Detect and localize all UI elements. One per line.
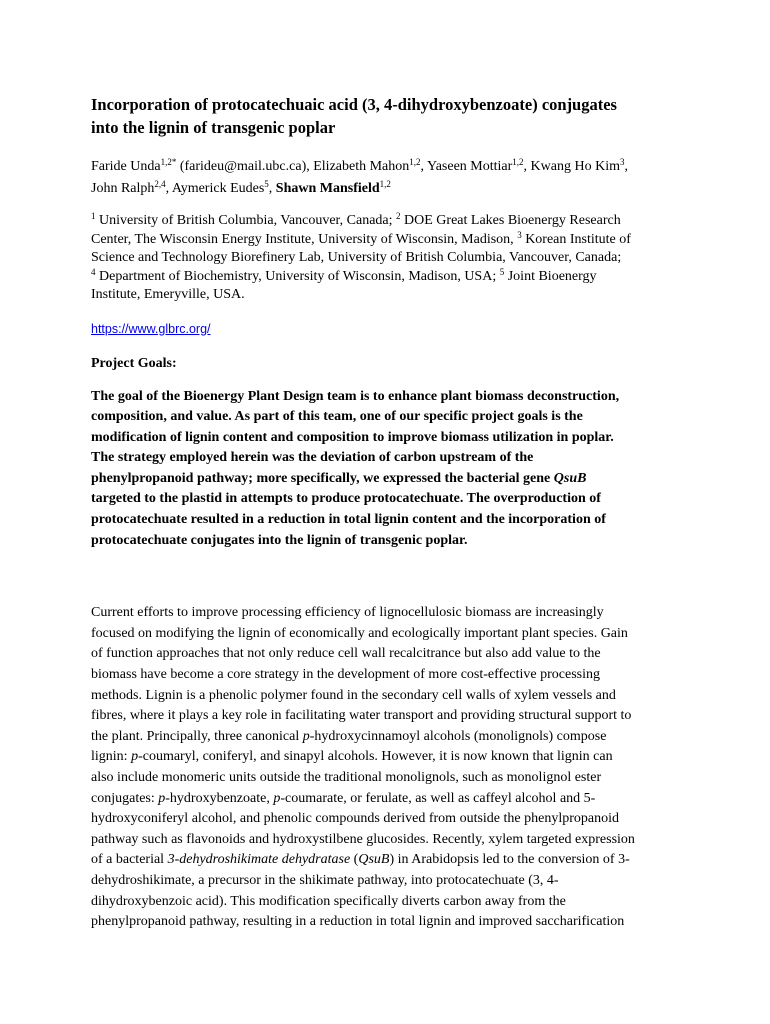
body-line: hydroxyconiferyl alcohol, and phenolic compounds derived from outside the phenylpropanoid bbox=[91, 811, 619, 827]
author-mahon-affil: 1,2 bbox=[409, 157, 421, 167]
affiliation-glbrc-cont: Center, The Wisconsin Energy Institute, University of Wisconsin, Madison, bbox=[91, 231, 518, 247]
author-kim-affil: 3 bbox=[619, 157, 625, 167]
affil-marker-2: 2 bbox=[396, 211, 401, 221]
author-eudes: , Aymerick Eudes bbox=[165, 181, 265, 196]
author-ralph-affil: 2,4 bbox=[154, 179, 166, 189]
author-eudes-affil: 5 bbox=[264, 179, 269, 189]
paper-title bbox=[91, 93, 691, 139]
goals-line bbox=[91, 469, 691, 490]
body-text-run: -hydroxycinnamoyl alcohols (monolignols) compose bbox=[309, 728, 607, 744]
body-line: Current efforts to improve processing efficiency of lignocellulosic biomass are increasingly bbox=[91, 605, 604, 621]
italic-p: p bbox=[158, 790, 166, 806]
body-text-run: ( bbox=[350, 852, 359, 868]
body-line bbox=[91, 727, 691, 748]
affiliation-line-2 bbox=[91, 231, 691, 250]
gene-name-qsub: QsuB bbox=[358, 852, 390, 868]
author-mansfield-affil: 1,2 bbox=[379, 179, 391, 189]
body-line: pathway such as flavonoids and hydroxystilbene glucosides. Recently, xylem targeted expression bbox=[91, 831, 635, 847]
body-line: dehydroshikimate, a precursor in the shikimate pathway, into protocatechuate (3, 4- bbox=[91, 872, 559, 888]
body-line: focused on modifying the lignin of economically and ecologically important plant species. Gain bbox=[91, 625, 628, 641]
project-goals-paragraph bbox=[91, 387, 691, 552]
affiliation-jbei: Joint Bioenergy bbox=[504, 268, 597, 284]
body-text-run: lignin: bbox=[91, 749, 132, 765]
author-kim: , Kwang Ho Kim bbox=[523, 159, 620, 174]
author-separator: , bbox=[268, 181, 276, 196]
affiliation-ubc: University of British Columbia, Vancouver, Canada; bbox=[95, 213, 397, 228]
affiliation-line-3: Science and Technology Biorefinery Lab, University of British Columbia, Vancouver, Canada; bbox=[91, 250, 622, 265]
author-unda-email: (farideu@mail.ubc.ca), bbox=[176, 159, 314, 174]
author-list bbox=[91, 156, 691, 200]
author-mahon: Elizabeth Mahon bbox=[313, 159, 410, 174]
body-line: phenylpropanoid pathway, resulting in a reduction in total lignin and improved saccharification bbox=[91, 914, 625, 930]
enzyme-name: 3-dehydroshikimate dehydratase bbox=[167, 852, 351, 868]
title-line-1: Incorporation of protocatechuaic acid (3, 4-dihydroxybenzoate) conjugates bbox=[91, 95, 617, 114]
affil-marker-4: 4 bbox=[91, 266, 96, 277]
affil-marker-3: 3 bbox=[517, 229, 522, 240]
paper-page bbox=[91, 93, 691, 933]
affil-marker-5: 5 bbox=[499, 266, 505, 277]
body-text-run: -coumaryl, coniferyl, and sinapyl alcohols. However, it is now known that lignin can bbox=[138, 749, 613, 765]
project-goals-heading: Project Goals: bbox=[91, 355, 177, 371]
title-line-2: into the lignin of transgenic poplar bbox=[91, 118, 336, 137]
body-text-run: -coumarate, or ferulate, as well as caffeyl alcohol and 5- bbox=[280, 790, 596, 806]
goals-line: The strategy employed herein was the deviation of carbon upstream of the bbox=[91, 450, 534, 466]
goals-line: composition, and value. As part of this team, one of our specific project goals is the bbox=[91, 409, 583, 425]
body-line bbox=[91, 850, 691, 871]
body-text-run: conjugates: bbox=[91, 790, 159, 806]
italic-p: p bbox=[273, 790, 281, 806]
body-line: of function approaches that not only reduce cell wall recalcitrance but also add value to the bbox=[91, 646, 601, 662]
body-text-run: -hydroxybenzoate, bbox=[165, 790, 274, 806]
goals-line: targeted to the plastid in attempts to produce protocatechuate. The overproduction of bbox=[91, 491, 601, 507]
body-line bbox=[91, 747, 691, 768]
goals-line-text: phenylpropanoid pathway; more specifically, we expressed the bacterial gene bbox=[91, 470, 554, 486]
body-line bbox=[91, 789, 691, 810]
affiliation-line-4 bbox=[91, 268, 691, 287]
body-text-run: the plant. Principally, three canonical bbox=[91, 728, 303, 744]
affiliation-uw: Department of Biochemistry, University of Wisconsin, Madison, USA; bbox=[95, 268, 500, 284]
body-line: fibres, where it plays a key role in facilitating water transport and providing structural support to bbox=[91, 708, 632, 724]
body-text-run: ) in Arabidopsis led to the conversion of 3- bbox=[389, 852, 630, 868]
author-unda: Faride Unda bbox=[91, 159, 161, 174]
goals-line: protocatechuate resulted in a reduction in total lignin content and the incorporation of bbox=[91, 512, 606, 528]
body-line: biomass have become a core strategy in the development of more cost-effective processing bbox=[91, 667, 600, 683]
glbrc-link[interactable]: https://www.glbrc.org/ bbox=[91, 321, 211, 336]
body-text-run: of a bacterial bbox=[91, 852, 168, 868]
intro-paragraph bbox=[91, 603, 691, 933]
author-mottiar-affil: 1,2 bbox=[512, 157, 524, 167]
body-line: dihydroxybenzoic acid). This modification specifically diverts carbon away from the bbox=[91, 893, 566, 909]
author-mottiar: , Yaseen Mottiar bbox=[420, 159, 513, 174]
affiliation-line-1 bbox=[91, 212, 691, 231]
italic-p: p bbox=[302, 728, 310, 744]
gene-name-qsub: QsuB bbox=[553, 470, 587, 486]
affil-marker-1: 1 bbox=[91, 211, 96, 221]
body-line: methods. Lignin is a phenolic polymer found in the secondary cell walls of xylem vessels and bbox=[91, 687, 616, 703]
goals-line: modification of lignin content and composition to improve biomass utilization in poplar. bbox=[91, 429, 614, 445]
author-line-2 bbox=[91, 178, 691, 200]
affiliations bbox=[91, 212, 691, 305]
goals-line: The goal of the Bioenergy Plant Design team is to enhance plant biomass deconstruction, bbox=[91, 388, 620, 404]
affiliation-glbrc: DOE Great Lakes Bioenergy Research bbox=[400, 213, 621, 228]
author-line-1: Faride Unda$^{1,2*}$ (farideu@mail.ubc.ca), Elizabeth Mahon$^{1,2}$, Yaseen Mottiar$^{1,2}$, Kwang Ho Kim$^3$, bbox=[91, 157, 628, 174]
affiliation-korea: Korean Institute of bbox=[521, 231, 631, 247]
affiliation-line-5: Institute, Emeryville, USA. bbox=[91, 287, 245, 302]
author-mansfield: Shawn Mansfield bbox=[275, 181, 380, 196]
goals-line: protocatechuate conjugates into the lignin of transgenic poplar. bbox=[91, 532, 468, 548]
body-line: also include monomeric units outside the traditional monolignols, such as monolignol ester bbox=[91, 770, 602, 785]
author-unda-affil: 1,2* bbox=[160, 157, 177, 167]
author-ralph: John Ralph bbox=[91, 181, 155, 196]
italic-p: p bbox=[131, 749, 139, 765]
